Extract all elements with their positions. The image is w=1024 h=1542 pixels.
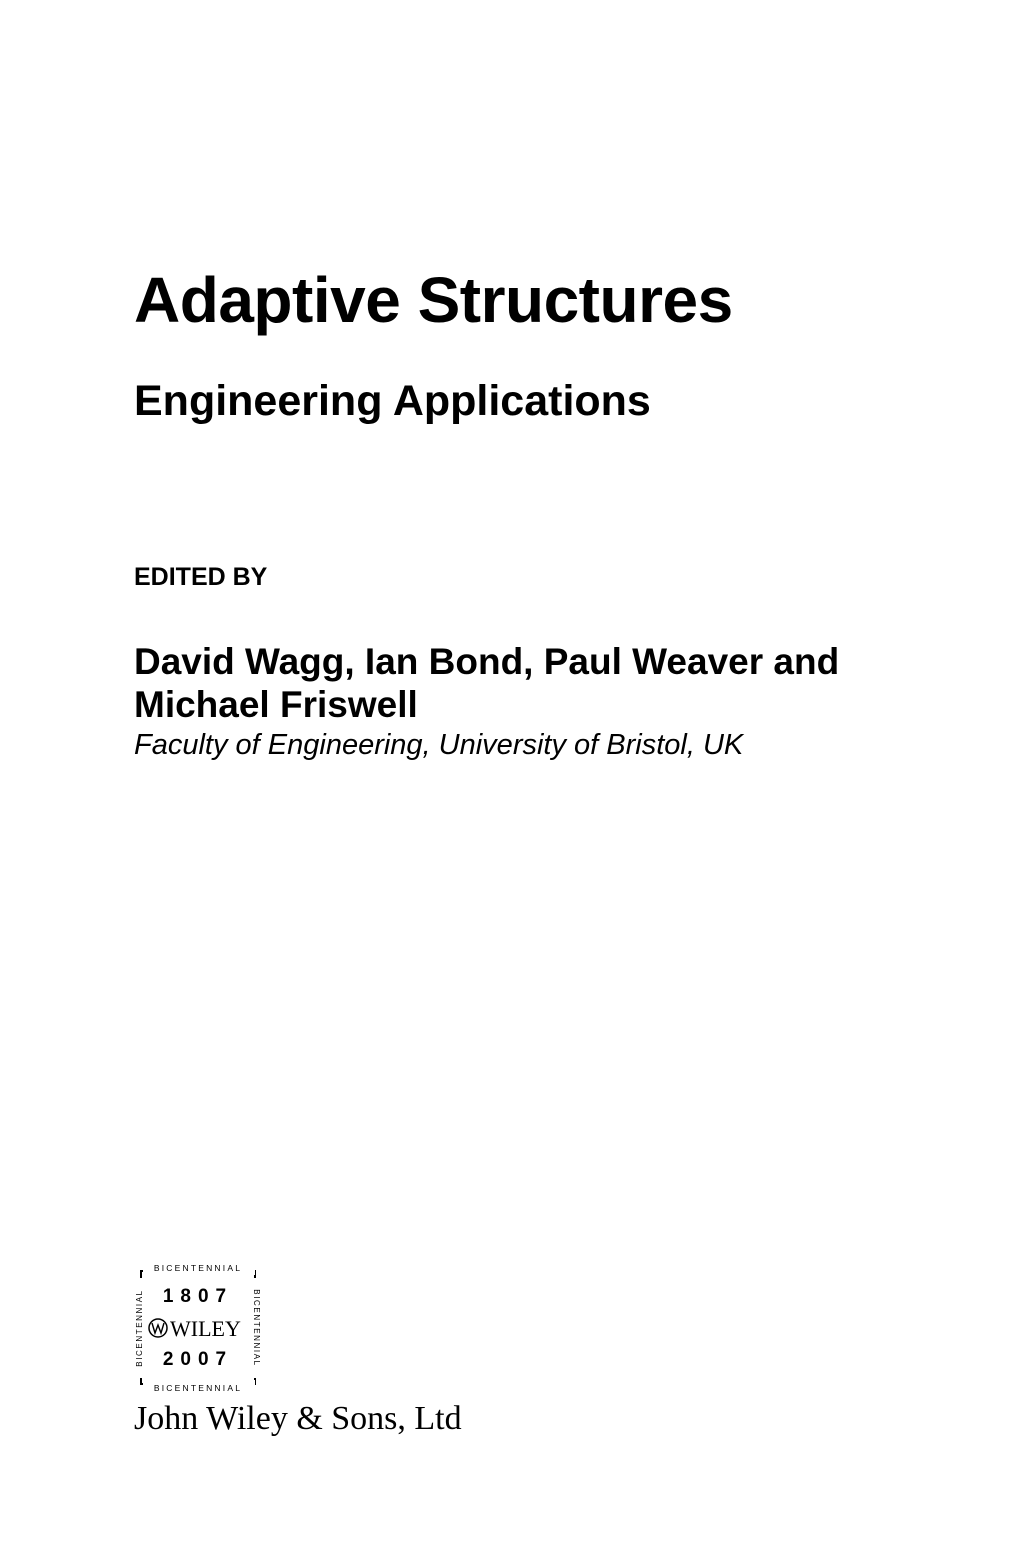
logo-border-text-top: BICENTENNIAL	[153, 1263, 243, 1273]
logo-year-end: 2007	[162, 1349, 234, 1370]
editors-line-1: David Wagg, Ian Bond, Paul Weaver and	[134, 641, 840, 682]
wiley-bicentennial-logo-graphic	[131, 1260, 265, 1394]
logo-brand: WILEY	[170, 1316, 241, 1341]
editors-list	[134, 640, 954, 726]
editors-line-2: Michael Friswell	[134, 684, 418, 725]
publisher-name: John Wiley & Sons, Ltd	[134, 1400, 462, 1437]
logo-border-text-bottom: BICENTENNIAL	[153, 1383, 243, 1393]
book-subtitle: Engineering Applications	[134, 377, 651, 425]
logo-border-text-right: BICENTENNIAL	[252, 1289, 261, 1367]
logo-year-start: 1807	[162, 1286, 234, 1307]
book-title: Adaptive Structures	[134, 264, 733, 336]
editors-affiliation: Faculty of Engineering, University of Bristol, UK	[134, 729, 744, 761]
wiley-bicentennial-logo	[131, 1260, 265, 1394]
edited-by-label: EDITED BY	[134, 563, 268, 591]
wiley-emblem-icon	[149, 1319, 167, 1337]
logo-border-text-left: BICENTENNIAL	[135, 1289, 144, 1367]
